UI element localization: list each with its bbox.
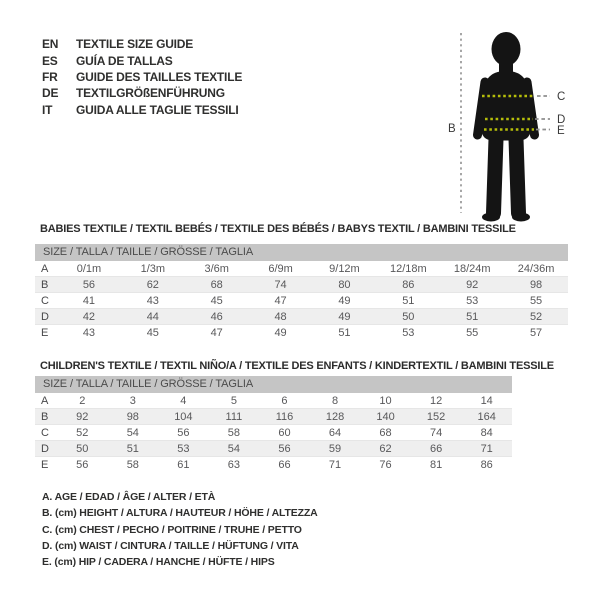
table-cell: 43 bbox=[121, 293, 185, 309]
row-label: E bbox=[41, 458, 49, 471]
table-cell: 80 bbox=[313, 277, 377, 293]
table-cell: 46 bbox=[185, 309, 249, 325]
children-section-title: CHILDREN'S TEXTILE / TEXTIL NIÑO/A / TEXTILE DES ENFANTS / KINDERTEXTIL / BAMBINI TESSILE bbox=[40, 360, 554, 372]
table-cell: 6/9m bbox=[249, 261, 313, 277]
language-code: ES bbox=[42, 53, 58, 68]
table-cell: 59 bbox=[310, 441, 361, 457]
row-label: A bbox=[35, 261, 57, 277]
language-title: TEXTILE SIZE GUIDE bbox=[76, 37, 194, 52]
table-cell: 74 bbox=[411, 425, 462, 441]
row-label: D bbox=[35, 309, 57, 325]
table-cell: 58 bbox=[126, 458, 139, 471]
table-cell: 56 bbox=[57, 277, 121, 293]
language-row bbox=[42, 85, 242, 101]
row-label: D bbox=[35, 441, 57, 457]
row-label: E bbox=[41, 326, 49, 339]
table-cell: 62 bbox=[121, 277, 185, 293]
row-label: B bbox=[35, 277, 57, 293]
table-row bbox=[35, 293, 568, 309]
row-label: C bbox=[35, 293, 57, 309]
row-label: C bbox=[35, 425, 57, 441]
table-cell: 50 bbox=[57, 441, 108, 457]
language-title: GUIDA ALLE TAGLIE TESSILI bbox=[76, 102, 239, 117]
table-cell: 128 bbox=[310, 409, 361, 425]
child-figure bbox=[438, 15, 588, 230]
table-cell: 51 bbox=[440, 309, 504, 325]
table-cell: 51 bbox=[376, 293, 440, 309]
table-cell: 8 bbox=[310, 393, 361, 409]
language-list bbox=[42, 36, 242, 118]
table-cell: 9/12m bbox=[313, 261, 377, 277]
table-cell: 71 bbox=[328, 458, 342, 471]
table-cell: 56 bbox=[259, 441, 310, 457]
table-cell: 0/1m bbox=[57, 261, 121, 277]
table-cell: 116 bbox=[259, 409, 310, 425]
language-title: TEXTILGRÖßENFÜHRUNG bbox=[76, 86, 225, 101]
language-row bbox=[42, 52, 242, 68]
language-code: DE bbox=[42, 86, 59, 101]
language-code: IT bbox=[42, 102, 53, 117]
language-row bbox=[42, 102, 242, 118]
legend-item: A. AGE / EDAD / ÂGE / ALTER / ETÀ bbox=[42, 491, 216, 503]
language-row bbox=[42, 36, 242, 52]
table-cell: 164 bbox=[461, 409, 512, 425]
table-cell: 12 bbox=[411, 393, 462, 409]
table-cell: 66 bbox=[411, 441, 462, 457]
table-cell: 52 bbox=[504, 309, 568, 325]
table-cell: 71 bbox=[461, 441, 512, 457]
table-cell: 55 bbox=[466, 326, 479, 339]
table-cell: 104 bbox=[158, 409, 209, 425]
table-cell: 56 bbox=[76, 458, 89, 471]
babies-size-header-bar: SIZE / TALLA / TAILLE / GRÖSSE / TAGLIA bbox=[35, 244, 568, 261]
table-cell: 68 bbox=[185, 277, 249, 293]
table-cell: 3 bbox=[108, 393, 159, 409]
table-cell: 14 bbox=[461, 393, 512, 409]
table-cell: 43 bbox=[82, 326, 96, 339]
language-row bbox=[42, 69, 242, 85]
table-row bbox=[35, 393, 512, 409]
table-cell: 41 bbox=[57, 293, 121, 309]
table-cell: 12/18m bbox=[376, 261, 440, 277]
table-cell: 98 bbox=[504, 277, 568, 293]
table-cell: 44 bbox=[121, 309, 185, 325]
table-cell: 57 bbox=[529, 326, 543, 339]
table-cell: 52 bbox=[57, 425, 108, 441]
table-cell: 61 bbox=[177, 458, 190, 471]
language-code: FR bbox=[42, 69, 58, 84]
table-row bbox=[35, 409, 512, 425]
table-cell: 48 bbox=[249, 309, 313, 325]
table-row bbox=[35, 277, 568, 293]
table-cell: 53 bbox=[402, 326, 415, 339]
table-cell: 58 bbox=[209, 425, 260, 441]
table-cell: 24/36m bbox=[504, 261, 568, 277]
hip-label: E bbox=[557, 125, 565, 137]
children-size-table bbox=[35, 393, 512, 472]
table-cell: 62 bbox=[360, 441, 411, 457]
table-cell: 152 bbox=[411, 409, 462, 425]
table-cell: 81 bbox=[429, 458, 443, 471]
waist-label: D bbox=[557, 114, 566, 126]
table-cell: 86 bbox=[376, 277, 440, 293]
table-cell: 49 bbox=[274, 326, 287, 339]
table-cell: 3/6m bbox=[185, 261, 249, 277]
table-cell: 51 bbox=[108, 441, 159, 457]
babies-section-title: BABIES TEXTILE / TEXTIL BEBÉS / TEXTILE DES BÉBÉS / BABYS TEXTIL / BAMBINI TESSILE bbox=[40, 223, 516, 235]
row-label: B bbox=[35, 409, 57, 425]
table-cell: 1/3m bbox=[121, 261, 185, 277]
language-title: GUIDE DES TAILLES TEXTILE bbox=[76, 69, 243, 84]
table-cell: 74 bbox=[249, 277, 313, 293]
table-cell: 63 bbox=[227, 458, 241, 471]
table-cell: 111 bbox=[209, 409, 260, 425]
table-cell: 6 bbox=[259, 393, 310, 409]
table-cell: 98 bbox=[108, 409, 159, 425]
table-cell: 54 bbox=[108, 425, 159, 441]
table-cell: 42 bbox=[57, 309, 121, 325]
table-row bbox=[35, 425, 512, 441]
table-cell: 53 bbox=[440, 293, 504, 309]
table-cell: 5 bbox=[209, 393, 260, 409]
table-cell: 56 bbox=[158, 425, 209, 441]
table-cell: 86 bbox=[480, 458, 493, 471]
table-cell: 92 bbox=[440, 277, 504, 293]
language-title: GUÍA DE TALLAS bbox=[76, 53, 173, 68]
measurement-legend bbox=[42, 489, 318, 570]
table-cell: 18/24m bbox=[440, 261, 504, 277]
children-size-header-bar: SIZE / TALLA / TAILLE / GRÖSSE / TAGLIA bbox=[35, 376, 512, 393]
table-cell: 92 bbox=[57, 409, 108, 425]
table-cell: 2 bbox=[57, 393, 108, 409]
child-silhouette bbox=[478, 32, 535, 222]
table-row bbox=[35, 441, 512, 457]
table-row bbox=[35, 457, 512, 473]
table-cell: 55 bbox=[504, 293, 568, 309]
legend-item: B. (cm) HEIGHT / ALTURA / HAUTEUR / HÖHE / ALTEZZA bbox=[42, 507, 318, 520]
legend-item: E. (cm) HIP / CADERA / HANCHE / HÜFTE / HIPS bbox=[42, 556, 275, 569]
table-cell: 140 bbox=[360, 409, 411, 425]
table-cell: 45 bbox=[146, 326, 159, 339]
table-cell: 49 bbox=[313, 309, 377, 325]
table-row bbox=[35, 325, 568, 341]
table-cell: 54 bbox=[209, 441, 260, 457]
row-label: A bbox=[35, 393, 57, 409]
table-cell: 49 bbox=[313, 293, 377, 309]
table-cell: 84 bbox=[461, 425, 512, 441]
babies-size-table bbox=[35, 261, 568, 340]
table-cell: 47 bbox=[210, 326, 223, 339]
table-cell: 50 bbox=[376, 309, 440, 325]
table-cell: 10 bbox=[360, 393, 411, 409]
legend-item: D. (cm) WAIST / CINTURA / TAILLE / HÜFTUNG / VITA bbox=[42, 539, 299, 552]
language-code: EN bbox=[42, 37, 59, 52]
legend-item: C. (cm) CHEST / PECHO / POITRINE / TRUHE / PETTO bbox=[42, 523, 302, 536]
table-cell: 51 bbox=[338, 326, 351, 339]
table-row bbox=[35, 309, 568, 325]
chest-label: C bbox=[557, 91, 566, 103]
table-cell: 76 bbox=[379, 458, 392, 471]
table-cell: 53 bbox=[158, 441, 209, 457]
table-cell: 68 bbox=[360, 425, 411, 441]
height-label: B bbox=[448, 123, 456, 135]
table-cell: 66 bbox=[278, 458, 291, 471]
table-row bbox=[35, 261, 568, 277]
table-cell: 4 bbox=[158, 393, 209, 409]
table-cell: 64 bbox=[310, 425, 361, 441]
table-cell: 45 bbox=[185, 293, 249, 309]
table-cell: 47 bbox=[249, 293, 313, 309]
table-cell: 60 bbox=[259, 425, 310, 441]
